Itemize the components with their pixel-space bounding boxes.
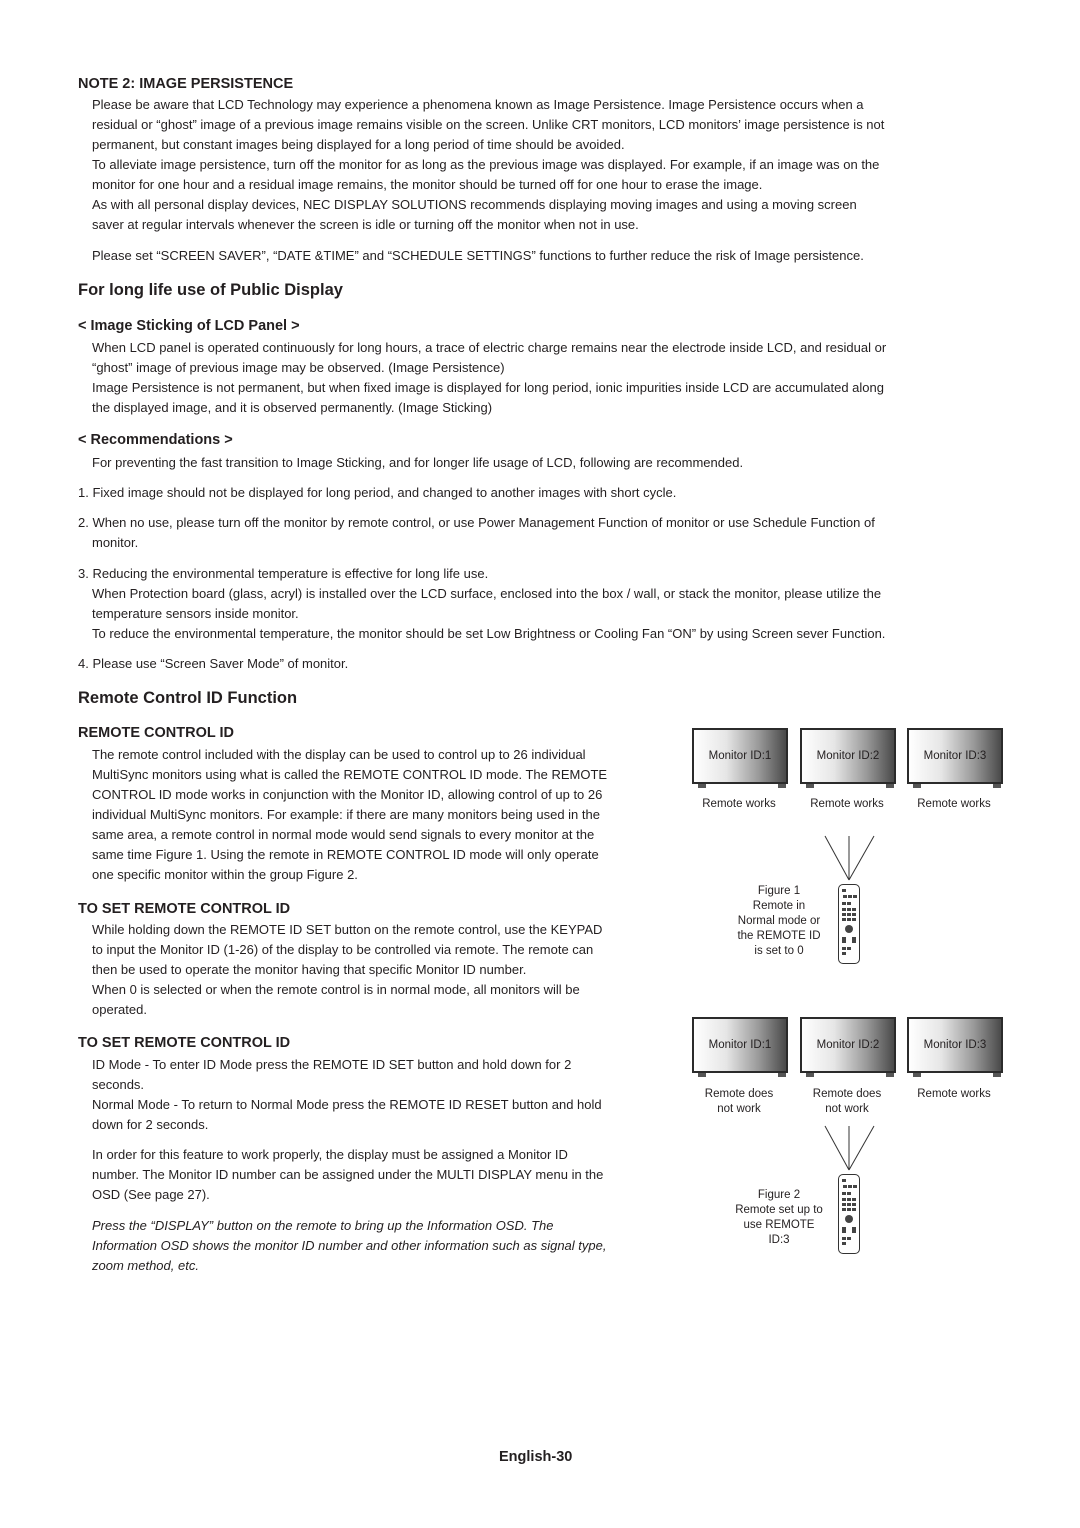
set2-line: seconds. bbox=[92, 1077, 145, 1092]
set2-para2-line: In order for this feature to work properly, the display must be assigned a Monitor ID bbox=[92, 1147, 568, 1162]
set1-heading: TO SET REMOTE CONTROL ID bbox=[78, 901, 291, 917]
caption-line: is set to 0 bbox=[754, 945, 804, 957]
sticking-line: Image Persistence is not permanent, but when fixed image is displayed for long period, ionic impurities inside LCD are accumulated along bbox=[92, 380, 884, 395]
set1-body bbox=[92, 920, 684, 1020]
monitor-2: Monitor ID:2 bbox=[800, 1017, 896, 1073]
recommendations-intro: For preventing the fast transition to Image Sticking, and for longer life usage of LCD, following are recommended. bbox=[92, 455, 744, 470]
remote-heading: Remote Control ID Function bbox=[78, 689, 298, 707]
monitor-3: Monitor ID:3 bbox=[907, 1017, 1003, 1073]
status-line: Remote works bbox=[917, 1088, 991, 1100]
note2-line: Please be aware that LCD Technology may experience a phenomena known as Image Persistence. Image Persistence occurs when a bbox=[92, 97, 864, 112]
caption-line: Figure 1 bbox=[757, 885, 801, 897]
note2-line: saver at regular intervals whenever the screen is idle or turning off the monitor when not in use. bbox=[92, 217, 639, 232]
monitor-foot bbox=[993, 784, 1001, 788]
set2-body bbox=[92, 1055, 684, 1135]
caption-line: use REMOTE bbox=[743, 1219, 815, 1231]
caption-line: the REMOTE ID bbox=[737, 930, 821, 942]
rcid-body bbox=[92, 745, 684, 885]
monitor-foot bbox=[778, 1073, 786, 1077]
note2-heading: NOTE 2: IMAGE PERSISTENCE bbox=[78, 76, 294, 92]
set1-line: When 0 is selected or when the remote control is in normal mode, all monitors will be bbox=[92, 982, 580, 997]
note2-line: permanent, but constant images being displayed for a long period of time should be avoided. bbox=[92, 137, 625, 152]
monitor-status: Remote works bbox=[702, 798, 776, 810]
monitor-foot bbox=[698, 784, 706, 788]
rec-line: 2. When no use, please turn off the monitor by remote control, or use Power Management Function of monitor or use Schedule Function of bbox=[78, 515, 875, 530]
set1-line: to input the Monitor ID (1-26) of the display to be controlled via remote. The remote can bbox=[92, 942, 594, 957]
set2-para2-line: number. The Monitor ID number can be assigned under the MULTI DISPLAY menu in the bbox=[92, 1167, 604, 1182]
recommendations-heading: < Recommendations > bbox=[78, 432, 233, 448]
monitor-foot bbox=[886, 784, 894, 788]
monitor-foot bbox=[913, 1073, 921, 1077]
caption-line: Remote set up to bbox=[735, 1204, 823, 1216]
rcid-line: one specific monitor within the group Figure 2. bbox=[92, 867, 358, 882]
rcid-line: CONTROL ID mode works in conjunction with the Monitor ID, allowing control of up to 26 bbox=[92, 787, 603, 802]
monitor-status bbox=[792, 1087, 902, 1117]
monitor-status bbox=[899, 1087, 1009, 1102]
sticking-body bbox=[92, 338, 1004, 418]
monitor-foot bbox=[806, 784, 814, 788]
page-number: English-30 bbox=[499, 1449, 573, 1465]
note2-line: monitor for one hour and a residual image remains, the monitor should be turned off for one hour to erase the image. bbox=[92, 177, 763, 192]
rcid-line: same time Figure 1. Using the remote in REMOTE CONTROL ID mode will only operate bbox=[92, 847, 599, 862]
remote-control-icon bbox=[838, 1174, 860, 1254]
monitor-2: Monitor ID:2 bbox=[800, 728, 896, 784]
set2-para2 bbox=[92, 1145, 684, 1205]
sticking-heading: < Image Sticking of LCD Panel > bbox=[78, 318, 300, 334]
remote-control-icon bbox=[838, 884, 860, 964]
signal-lines-icon bbox=[815, 1120, 885, 1175]
monitor-foot bbox=[698, 1073, 706, 1077]
figure-2-caption bbox=[724, 1188, 834, 1248]
recommendation-item-2 bbox=[78, 513, 1004, 553]
set1-line: then be used to operate the monitor having that specific Monitor ID number. bbox=[92, 962, 527, 977]
monitor-foot bbox=[778, 784, 786, 788]
status-line: Remote does bbox=[812, 1088, 882, 1100]
note2-body bbox=[92, 95, 1004, 235]
note2-extra: Please set “SCREEN SAVER”, “DATE &TIME” and “SCHEDULE SETTINGS” functions to further reduce the risk of Image persistence. bbox=[92, 248, 864, 263]
set2-para2-line: OSD (See page 27). bbox=[92, 1187, 210, 1202]
set2-line: down for 2 seconds. bbox=[92, 1117, 209, 1132]
caption-line: Figure 2 bbox=[757, 1189, 801, 1201]
set1-line: While holding down the REMOTE ID SET button on the remote control, use the KEYPAD bbox=[92, 922, 603, 937]
caption-line: ID:3 bbox=[768, 1234, 790, 1246]
rec-line: 4. Please use “Screen Saver Mode” of monitor. bbox=[78, 656, 349, 671]
monitor-3: Monitor ID:3 bbox=[907, 728, 1003, 784]
rcid-line: individual MultiSync monitors. For example: if there are many monitors being used in the bbox=[92, 807, 600, 822]
set2-line: ID Mode - To enter ID Mode press the REMOTE ID SET button and hold down for 2 bbox=[92, 1057, 572, 1072]
monitor-status: Remote works bbox=[810, 798, 884, 810]
rcid-line: The remote control included with the display can be used to control up to 26 individual bbox=[92, 747, 586, 762]
monitor-foot bbox=[886, 1073, 894, 1077]
status-line: Remote does bbox=[704, 1088, 774, 1100]
monitor-foot bbox=[913, 784, 921, 788]
caption-line: Normal mode or bbox=[737, 915, 821, 927]
sticking-line: “ghost” image of previous image may be observed. (Image Persistence) bbox=[92, 360, 505, 375]
set2-line: Normal Mode - To return to Normal Mode press the REMOTE ID RESET button and hold bbox=[92, 1097, 602, 1112]
rec-line: 1. Fixed image should not be displayed for long period, and changed to another images with short cycle. bbox=[78, 485, 677, 500]
italic-line: Press the “DISPLAY” button on the remote to bring up the Information OSD. The bbox=[92, 1218, 554, 1233]
monitor-1: Monitor ID:1 bbox=[692, 1017, 788, 1073]
note2-line: residual or “ghost” image of a previous image remains visible on the screen. Unlike CRT monitors, LCD monitors’ image persistence is not bbox=[92, 117, 885, 132]
rcid-line: MultiSync monitors using what is called the REMOTE CONTROL ID mode. The REMOTE bbox=[92, 767, 608, 782]
note2-line: As with all personal display devices, NEC DISPLAY SOLUTIONS recommends displaying moving images and using a moving screen bbox=[92, 197, 857, 212]
rec-line: 3. Reducing the environmental temperature is effective for long life use. bbox=[78, 566, 489, 581]
rec-line: When Protection board (glass, acryl) is installed over the LCD surface, enclosed into the box / wall, or stack the monitor, please utilize the bbox=[92, 586, 882, 601]
monitor-foot bbox=[993, 1073, 1001, 1077]
monitor-status bbox=[684, 1087, 794, 1117]
signal-lines-icon bbox=[815, 830, 885, 885]
monitor-1: Monitor ID:1 bbox=[692, 728, 788, 784]
recommendation-item-3 bbox=[78, 564, 1004, 644]
rec-line: monitor. bbox=[92, 535, 139, 550]
set1-line: operated. bbox=[92, 1002, 147, 1017]
rcid-line: same area, a remote control in normal mode would send signals to every monitor at the bbox=[92, 827, 595, 842]
set2-italic-note bbox=[92, 1216, 684, 1276]
status-line: not work bbox=[717, 1103, 761, 1115]
set2-heading: TO SET REMOTE CONTROL ID bbox=[78, 1035, 291, 1051]
recommendation-item-1 bbox=[78, 483, 1004, 503]
recommendation-item-4 bbox=[78, 654, 1004, 674]
longlife-heading: For long life use of Public Display bbox=[78, 281, 343, 299]
caption-line: Remote in bbox=[752, 900, 806, 912]
monitor-foot bbox=[806, 1073, 814, 1077]
rcid-heading: REMOTE CONTROL ID bbox=[78, 725, 235, 741]
rec-line: temperature sensors inside monitor. bbox=[92, 606, 299, 621]
monitor-status: Remote works bbox=[917, 798, 991, 810]
italic-line: zoom method, etc. bbox=[92, 1258, 199, 1273]
note2-line: To alleviate image persistence, turn off the monitor for as long as the previous image was displayed. For example, if an image was on the bbox=[92, 157, 880, 172]
status-line: not work bbox=[825, 1103, 869, 1115]
rec-line: To reduce the environmental temperature, the monitor should be set Low Brightness or Cooling Fan “ON” by using Screen sever Function. bbox=[92, 626, 886, 641]
sticking-line: When LCD panel is operated continuously for long hours, a trace of electric charge remains near the electrode inside LCD, and residual or bbox=[92, 340, 887, 355]
figure-1-caption bbox=[724, 884, 834, 959]
italic-line: Information OSD shows the monitor ID number and other information such as signal type, bbox=[92, 1238, 607, 1253]
sticking-line: the displayed image, and it is observed permanently. (Image Sticking) bbox=[92, 400, 493, 415]
